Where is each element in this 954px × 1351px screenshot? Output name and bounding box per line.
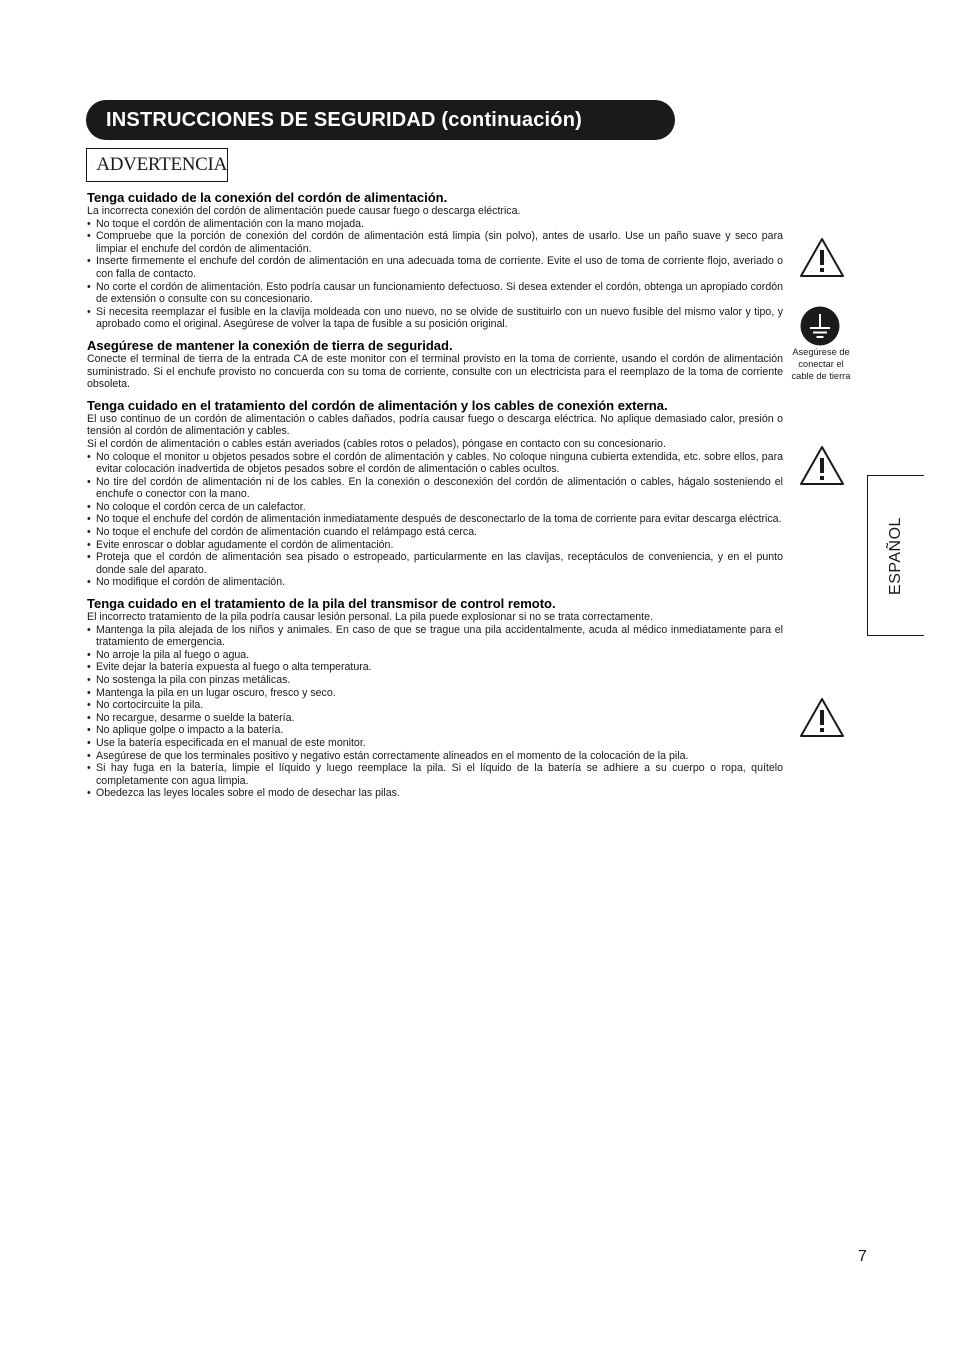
list-item: • No coloque el monitor u objetos pesados sobre el cordón de alimentación y cables. No coloque ninguna cubierta extendida, etc. sobre ellos, para evitar colocación inadvertida de objetos pesados sobre el cordón de alimentación o cables ocultos. xyxy=(87,451,783,476)
section-power-cord-connection xyxy=(87,190,783,331)
list-item: • Compruebe que la porción de conexión del cordón de alimentación está limpia (sin polvo), antes de usarlo. Use un paño suave y seco para limpiar el enchufe del cordón de alimentación. xyxy=(87,230,783,255)
list-item: • No cortocircuite la pila. xyxy=(87,699,783,712)
section-title: Tenga cuidado en el tratamiento del cordón de alimentación y los cables de conexión externa. xyxy=(87,397,668,413)
bullet-list xyxy=(87,218,783,331)
section-title: Tenga cuidado de la conexión del cordón de alimentación. xyxy=(87,190,448,205)
language-tab xyxy=(867,475,924,636)
list-item: • Obedezca las leyes locales sobre el modo de desechar las pilas. xyxy=(87,787,783,800)
ground-caption xyxy=(784,346,858,382)
list-item: • No toque el enchufe del cordón de alimentación inmediatamente después de desconectarlo de la toma de corriente para evitar descarga eléctrica. xyxy=(87,513,783,526)
list-item: • No recargue, desarme o suelde la batería. xyxy=(87,712,783,725)
list-item: • Mantenga la pila alejada de los niños y animales. En caso de que se trague una pila accidentalmente, acuda al médico inmediatamente para el tratamiento de emergencia. xyxy=(87,624,783,649)
list-item: • Use la batería especificada en el manual de este monitor. xyxy=(87,737,783,750)
section-title: Asegúrese de mantener la conexión de tierra de seguridad. xyxy=(87,337,453,353)
list-item: • No tire del cordón de alimentación ni de los cables. En la conexión o desconexión del cordón de alimentación o cables, hágalo sosteniendo el enchufe o conector con la mano. xyxy=(87,476,783,501)
warning-triangle-icon xyxy=(799,445,845,486)
page-title: INSTRUCCIONES DE SEGURIDAD (continuación) xyxy=(86,100,675,140)
list-item: • Mantenga la pila en un lugar oscuro, fresco y seco. xyxy=(87,687,783,700)
list-item: • Proteja que el cordón de alimentación sea pisado o estropeado, particularmente en las clavijas, receptáculos de conveniencia, y en el punto donde sale del aparato. xyxy=(87,551,783,576)
ground-icon xyxy=(799,306,841,346)
list-item: • Evite dejar la batería expuesta al fuego o alta temperatura. xyxy=(87,661,783,674)
language-tab-label: ESPAÑOL xyxy=(887,516,904,595)
page-number: 7 xyxy=(858,1248,867,1265)
bullet-list xyxy=(87,451,783,590)
list-item: • Asegúrese de que los terminales positivo y negativo están correctamente alineados en el momento de la colocación de la pila. xyxy=(87,750,783,763)
list-item: • No aplique golpe o impacto a la batería. xyxy=(87,724,783,737)
list-item: • Evite enroscar o doblar agudamente el cordón de alimentación. xyxy=(87,539,783,552)
list-item: • Si necesita reemplazar el fusible en la clavija moldeada con uno nuevo, no se olvide de sustituirlo con un nuevo fusible del mismo valor y tipo, y aprobado como el original. Asegúrese de volver la tapa de fusible a su posición original. xyxy=(87,306,783,331)
section-intro: Si el cordón de alimentación o cables están averiados (cables rotos o pelados), póngase en contacto con su concesionario. xyxy=(87,437,666,450)
warning-triangle-icon xyxy=(799,697,845,738)
section-intro: El uso continuo de un cordón de alimentación o cables dañados, podría causar fuego o descarga eléctrica. No aplique demasiado calor, presión o tensión al cordón de alimentación y cables. xyxy=(87,412,783,438)
section-intro: Conecte el terminal de tierra de la entrada CA de este monitor con el terminal provisto en la toma de corriente, usando el cordón de alimentación suministrado. Si el enchufe provisto no concuerda con su toma de corriente, consulte con un electricista para el reemplazo de la toma de corriente obsoleta. xyxy=(87,352,783,391)
list-item: • Inserte firmemente el enchufe del cordón de alimentación en una adecuada toma de corriente. Evite el uso de toma de corriente flojo, averiado o con falla de contacto. xyxy=(87,255,783,280)
ground-caption-line: Asegúrese de xyxy=(792,347,850,357)
ground-caption-line: conectar el xyxy=(798,359,844,369)
section-title: Tenga cuidado en el tratamiento de la pila del transmisor de control remoto. xyxy=(87,596,556,612)
list-item: • Si hay fuga en la batería, limpie el líquido y luego reemplace la pila. Si el líquido de la batería se adhiere a su cuerpo o ropa, quítelo completamente con agua limpia. xyxy=(87,762,783,787)
list-item: • No toque el cordón de alimentación con la mano mojada. xyxy=(87,218,783,231)
ground-caption-line: cable de tierra xyxy=(791,371,851,381)
list-item: • No arroje la pila al fuego o agua. xyxy=(87,649,783,662)
section-intro: La incorrecta conexión del cordón de alimentación puede causar fuego o descarga eléctrica. xyxy=(87,205,521,217)
bullet-list xyxy=(87,624,783,800)
safety-content xyxy=(87,190,783,807)
section-ground-connection xyxy=(87,338,783,391)
section-cord-handling xyxy=(87,398,783,589)
warning-triangle-icon xyxy=(799,237,845,278)
list-item: • No coloque el cordón cerca de un calefactor. xyxy=(87,501,783,514)
list-item: • No corte el cordón de alimentación. Esto podría causar un funcionamiento defectuoso. Si desea extender el cordón, obtenga un apropiado cordón de extensión o consulte con su concesionario. xyxy=(87,281,783,306)
section-intro: El incorrecto tratamiento de la pila podría causar lesión personal. La pila puede explosionar si no se trata correctamente. xyxy=(87,611,653,624)
warning-triangle-icon xyxy=(92,152,93,178)
list-item: • No toque el enchufe del cordón de alimentación cuando el relámpago está cerca. xyxy=(87,526,783,539)
list-item: • No sostenga la pila con pinzas metálicas. xyxy=(87,674,783,687)
section-battery-handling xyxy=(87,596,783,800)
warning-label: ADVERTENCIA xyxy=(96,154,227,175)
list-item: • No modifique el cordón de alimentación. xyxy=(87,576,783,589)
warning-label-box xyxy=(86,148,228,182)
